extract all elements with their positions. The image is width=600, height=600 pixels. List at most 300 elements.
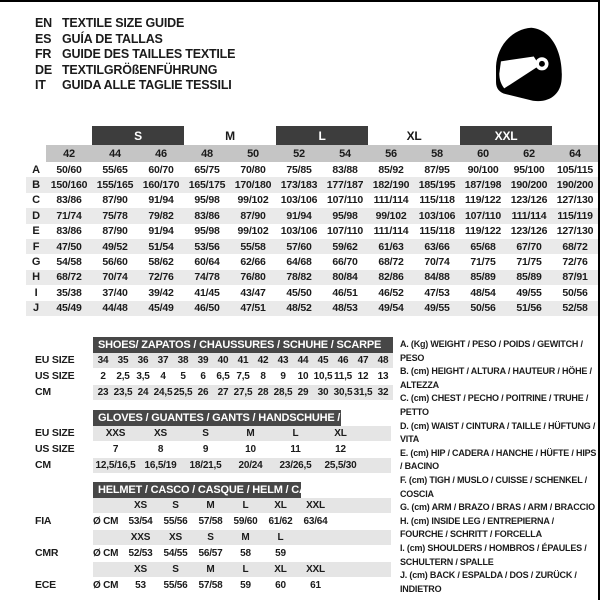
language-code: EN (35, 16, 52, 30)
size-band-xxl: XXL (460, 126, 552, 145)
measure-cell: 51/56 (516, 302, 542, 315)
measure-row-c (26, 193, 598, 208)
measure-cell: 115/118 (419, 194, 455, 207)
measure-row-j (26, 301, 598, 316)
measure-cell: 85/89 (470, 271, 496, 284)
value-cell: 52/53 (128, 547, 153, 559)
measure-cell: 49/55 (424, 302, 450, 315)
measure-cell: 185/195 (418, 179, 456, 192)
measure-cell: 72/76 (562, 256, 588, 269)
measure-cell: 45/49 (148, 302, 174, 315)
row-label: CM (35, 386, 51, 398)
measure-cell: 170/180 (234, 179, 272, 192)
value-cell: 11,5 (333, 370, 353, 382)
value-cell: 61/62 (268, 515, 293, 527)
measure-letter: G (31, 256, 41, 269)
measure-cell: 71/74 (56, 209, 82, 222)
value-cell: 20/24 (238, 459, 263, 471)
measure-cell: 57/60 (286, 240, 312, 253)
value-cell: 41 (237, 354, 249, 366)
value-cell: 53/54 (128, 515, 153, 527)
measure-cell: 71/75 (470, 256, 496, 269)
value-cell: 9 (280, 370, 286, 382)
measure-cell: 87/90 (102, 194, 128, 207)
size-column-header: 60 (460, 145, 506, 162)
measure-cell: 58/62 (148, 256, 174, 269)
value-cell: 12 (357, 370, 369, 382)
value-cell: 38 (177, 354, 189, 366)
measure-cell: 111/114 (373, 194, 409, 207)
value-cell: 45 (317, 354, 329, 366)
value-cell: 9 (202, 443, 209, 455)
measure-letter: H (32, 271, 40, 284)
value-cell: XS (134, 563, 147, 575)
measure-cell: 56/60 (102, 256, 128, 269)
sub-table-row (35, 497, 391, 513)
measure-cell: 61/63 (378, 240, 404, 253)
value-cell: 11 (290, 443, 301, 455)
value-cell: 54/55 (163, 547, 188, 559)
measure-cell: 182/190 (372, 179, 410, 192)
sub-table-row (35, 545, 391, 561)
value-cell: 2 (100, 370, 106, 382)
value-cell: 36 (137, 354, 149, 366)
language-title (35, 32, 235, 48)
helmet-size-table (35, 480, 391, 593)
measure-cell: 79/82 (148, 209, 174, 222)
measure-cell: 46/51 (332, 286, 358, 299)
measure-cell: 84/88 (424, 271, 450, 284)
measure-cell: 50/56 (562, 286, 588, 299)
measure-cell: 91/94 (148, 194, 174, 207)
value-cell: 28,5 (273, 386, 293, 398)
language-text: GUÍA DE TALLAS (62, 31, 163, 46)
size-column-header: 46 (138, 145, 184, 162)
value-cell: S (172, 563, 179, 575)
measure-cell: 95/98 (194, 194, 220, 207)
measure-cell: 127/130 (556, 194, 594, 207)
measure-cell: 95/98 (194, 225, 220, 238)
measure-cell: 54/58 (56, 256, 82, 269)
measure-letter: D (32, 209, 40, 222)
value-cell: L (242, 563, 249, 575)
size-numbers-row (26, 145, 598, 162)
row-label: US SIZE (35, 443, 75, 455)
value-cell: XS (154, 427, 167, 439)
measure-cell: 99/102 (375, 209, 407, 222)
row-label: FIA (35, 515, 52, 527)
legend-item: B. (cm) HEIGHT / ALTURA / HAUTEUR / HÖHE / ALTEZZA (400, 366, 592, 390)
value-cell: 63/64 (303, 515, 328, 527)
measure-cell: 50/56 (470, 302, 496, 315)
measurement-legend (400, 338, 597, 596)
measure-cell: 87/90 (240, 209, 266, 222)
value-cell: 42 (257, 354, 269, 366)
shoes-header-band: SHOES/ ZAPATOS / CHAUSSURES / SCHUHE / SCARPE (93, 337, 393, 353)
measure-cell: 45/50 (286, 286, 312, 299)
size-band-s: S (92, 126, 184, 145)
value-cell: 10 (245, 443, 256, 455)
measure-cell: 65/68 (470, 240, 496, 253)
value-cell: 3,5 (136, 370, 150, 382)
measure-cell: 49/52 (102, 240, 128, 253)
measure-cell: 85/92 (378, 163, 404, 176)
measure-letter: C (32, 194, 40, 207)
measure-cell: 51/54 (148, 240, 174, 253)
language-text: GUIDA ALLE TAGLIE TESSILI (62, 78, 232, 93)
measure-cell: 75/85 (286, 163, 312, 176)
measure-cell: 103/106 (280, 225, 318, 238)
measure-cell: 87/90 (102, 225, 128, 238)
value-cell: XS (169, 531, 182, 543)
measure-cell: 150/160 (50, 179, 88, 192)
measure-cell: 123/126 (510, 194, 548, 207)
size-band-m: M (184, 126, 276, 145)
value-cell: 18/21,5 (189, 459, 222, 471)
value-cell: 4 (160, 370, 166, 382)
measure-cell: 173/183 (280, 179, 318, 192)
language-text: GUIDE DES TAILLES TEXTILE (62, 47, 236, 62)
value-cell: 28 (257, 386, 269, 398)
size-column-header: 50 (230, 145, 276, 162)
value-cell: 61 (310, 579, 321, 591)
measure-cell: 48/54 (470, 286, 496, 299)
sub-table-row (35, 352, 393, 368)
language-code: ES (35, 31, 52, 46)
value-cell: 39 (197, 354, 209, 366)
measure-cell: 47/50 (56, 240, 82, 253)
measure-cell: 111/114 (511, 209, 547, 222)
value-cell: 25,5 (173, 386, 193, 398)
legend-item: D. (cm) WAIST / CINTURA / TAILLE / HÜFTUNG / VITA (400, 420, 596, 445)
measure-cell: 48/53 (332, 302, 358, 315)
size-column-header: 42 (46, 145, 92, 162)
measure-row-i (26, 285, 598, 300)
value-cell: XXS (105, 427, 126, 439)
legend-item: C. (cm) CHEST / PECHO / POITRINE / TRUHE / PETTO (400, 393, 589, 417)
row-label: CMR (35, 547, 59, 559)
measure-cell: 83/86 (56, 225, 82, 238)
measure-cell: 127/130 (556, 225, 594, 238)
value-cell: 7 (112, 443, 119, 455)
size-band-l: L (276, 126, 368, 145)
sub-table-row (35, 561, 391, 577)
value-cell: 10,5 (313, 370, 333, 382)
value-cell: L (292, 427, 299, 439)
language-title (35, 63, 235, 79)
value-cell: 48 (377, 354, 389, 366)
size-column-header: 44 (92, 145, 138, 162)
measure-cell: 62/66 (240, 256, 266, 269)
row-label: EU SIZE (35, 427, 75, 439)
measure-cell: 65/75 (194, 163, 220, 176)
measure-letter: J (33, 302, 39, 315)
measure-cell: 99/102 (237, 194, 269, 207)
value-cell: XXL (306, 499, 325, 511)
helmet-table-header (35, 480, 391, 497)
value-cell: L (277, 531, 284, 543)
measure-cell: 47/51 (240, 302, 266, 315)
measure-letter: E (32, 225, 40, 238)
measure-cell: 83/86 (194, 209, 220, 222)
sub-table-row (35, 384, 393, 400)
measure-cell: 35/38 (56, 286, 82, 299)
measure-cell: 83/86 (56, 194, 82, 207)
measure-cell: 45/49 (56, 302, 82, 315)
measure-row-a (26, 162, 598, 177)
measure-cell: 50/60 (56, 163, 82, 176)
sub-table-row (35, 513, 391, 529)
measure-cell: 103/106 (280, 194, 318, 207)
textile-size-table (26, 126, 598, 316)
measure-cell: 107/110 (327, 194, 364, 207)
value-cell: 57/58 (198, 515, 223, 527)
gloves-size-table (35, 408, 391, 473)
measure-row-b (26, 177, 598, 192)
measure-cell: 123/126 (510, 225, 548, 238)
measure-cell: 55/65 (102, 163, 128, 176)
value-cell: 13 (377, 370, 389, 382)
measure-cell: 177/187 (326, 179, 364, 192)
sub-table-row (35, 425, 391, 441)
language-text: TEXTILGRÖßENFÜHRUNG (62, 62, 218, 77)
measure-row-h (26, 270, 598, 285)
value-cell: M (241, 531, 250, 543)
value-cell: 23/26,5 (279, 459, 312, 471)
measure-cell: 68/72 (562, 240, 588, 253)
value-cell: 31,5 (353, 386, 373, 398)
measure-cell: 76/80 (240, 271, 266, 284)
measure-cell: 99/102 (237, 225, 269, 238)
size-column-header: 52 (276, 145, 322, 162)
measure-cell: 105/115 (557, 163, 594, 176)
value-cell: XS (134, 499, 147, 511)
row-label: EU SIZE (35, 354, 75, 366)
measure-cell: 165/175 (188, 179, 226, 192)
measure-cell: 59/62 (332, 240, 358, 253)
measure-cell: 119/122 (465, 194, 502, 207)
value-cell: 59 (275, 547, 286, 559)
sub-table-row (35, 577, 391, 593)
measure-row-e (26, 224, 598, 239)
measure-cell: 90/100 (467, 163, 499, 176)
sub-table-row (35, 529, 391, 545)
value-cell: 24,5 (153, 386, 173, 398)
measure-cell: 119/122 (465, 225, 502, 238)
size-column-header: 48 (184, 145, 230, 162)
value-cell: XL (334, 427, 347, 439)
measure-cell: 66/70 (332, 256, 358, 269)
shoes-table-header (35, 335, 393, 352)
measure-cell: 46/50 (194, 302, 220, 315)
racing-helmet-icon (487, 18, 569, 108)
measure-cell: 70/80 (240, 163, 266, 176)
measure-cell: 155/165 (96, 179, 134, 192)
helmet-header-band: HELMET / CASCO / CASQUE / HELM / CASCO (93, 482, 301, 498)
size-column-header: 56 (368, 145, 414, 162)
measure-cell: 64/68 (286, 256, 312, 269)
value-cell: 6,5 (216, 370, 230, 382)
measure-cell: 67/70 (516, 240, 542, 253)
measure-cell: 115/118 (419, 225, 455, 238)
measure-cell: 72/76 (148, 271, 174, 284)
value-cell: 5 (180, 370, 186, 382)
value-cell: 43 (277, 354, 289, 366)
value-cell: 29 (297, 386, 309, 398)
measure-row-f (26, 239, 598, 254)
language-title (35, 16, 235, 32)
legend-item: I. (cm) SHOULDERS / HOMBROS / ÉPAULES / SCHULTERN / SPALLE (400, 542, 587, 567)
measure-cell: 60/64 (194, 256, 220, 269)
value-cell: 10 (297, 370, 309, 382)
value-cell: 16,5/19 (144, 459, 177, 471)
value-cell: 34 (97, 354, 109, 366)
value-cell: XXS (130, 531, 151, 543)
value-cell: 58 (240, 547, 251, 559)
value-cell: 55/56 (163, 515, 188, 527)
language-title (35, 78, 235, 94)
language-code: DE (35, 62, 52, 77)
size-bands-row (26, 126, 598, 145)
value-cell: 32 (377, 386, 389, 398)
value-cell: 25,5/30 (324, 459, 357, 471)
measure-letter: A (32, 163, 40, 176)
measure-cell: 63/66 (424, 240, 450, 253)
measure-cell: 55/58 (240, 240, 266, 253)
value-cell: 47 (357, 354, 369, 366)
measure-cell: 80/84 (332, 271, 358, 284)
measure-letter: F (32, 240, 40, 253)
value-cell: 35 (117, 354, 129, 366)
value-cell: XL (274, 563, 287, 575)
measure-cell: 49/55 (516, 286, 542, 299)
measure-cell: 87/91 (562, 271, 588, 284)
value-cell: 30 (317, 386, 329, 398)
value-cell: 23 (97, 386, 109, 398)
measure-cell: 44/48 (102, 302, 128, 315)
value-cell: 56/57 (198, 547, 223, 559)
sub-table-row (35, 368, 393, 384)
value-cell: 57/58 (198, 579, 223, 591)
diameter-unit-label: Ø CM (93, 547, 119, 559)
value-cell: 24 (137, 386, 149, 398)
value-cell: 37 (157, 354, 169, 366)
measure-cell: 49/54 (378, 302, 404, 315)
value-cell: 59 (240, 579, 251, 591)
value-cell: M (206, 563, 215, 575)
measure-cell: 43/47 (240, 286, 266, 299)
language-code: IT (35, 78, 46, 93)
measure-cell: 39/42 (148, 286, 174, 299)
value-cell: XL (274, 499, 287, 511)
sub-table-row (35, 441, 391, 457)
value-cell: 12,5/16,5 (95, 459, 136, 471)
value-cell: XXL (306, 563, 325, 575)
measure-cell: 46/52 (378, 286, 404, 299)
legend-item: E. (cm) HIP / CADERA / HANCHE / HÜFTE / HIPS / BACINO (400, 447, 597, 472)
value-cell: 27 (217, 386, 229, 398)
value-cell: 53 (135, 579, 146, 591)
sub-table-row (35, 457, 391, 473)
measure-cell: 78/82 (286, 271, 312, 284)
row-label: US SIZE (35, 370, 75, 382)
size-column-header: 58 (414, 145, 460, 162)
title-block (35, 16, 235, 94)
value-cell: M (246, 427, 255, 439)
measure-cell: 48/52 (286, 302, 312, 315)
measure-cell: 71/75 (516, 256, 542, 269)
value-cell: 60 (275, 579, 286, 591)
gloves-table-header (35, 408, 391, 425)
value-cell: 6 (200, 370, 206, 382)
size-column-header: 54 (322, 145, 368, 162)
row-label: CM (35, 459, 51, 471)
measure-cell: 52/58 (562, 302, 588, 315)
legend-item: A. (Kg) WEIGHT / PESO / POIDS / GEWITCH / PESO (400, 339, 583, 363)
measure-cell: 83/88 (332, 163, 358, 176)
value-cell: M (206, 499, 215, 511)
value-cell: 59/60 (233, 515, 258, 527)
measure-cell: 75/78 (102, 209, 128, 222)
value-cell: 26 (197, 386, 209, 398)
diameter-unit-label: Ø CM (93, 579, 119, 591)
measure-cell: 111/114 (373, 225, 409, 238)
measure-cell: 190/200 (556, 179, 594, 192)
value-cell: 40 (217, 354, 229, 366)
value-cell: 7,5 (236, 370, 250, 382)
measure-row-d (26, 208, 598, 223)
legend-item: F. (cm) TIGH / MUSLO / CUISSE / SCHENKEL / COSCIA (400, 474, 587, 499)
measure-cell: 37/40 (102, 286, 128, 299)
measure-cell: 82/86 (378, 271, 404, 284)
language-title (35, 47, 235, 63)
measure-cell: 107/110 (327, 225, 364, 238)
value-cell: 8 (157, 443, 164, 455)
value-cell: 2,5 (116, 370, 130, 382)
measure-cell: 74/78 (194, 271, 220, 284)
shoes-size-table (35, 335, 393, 400)
legend-item: H. (cm) INSIDE LEG / ENTREPIERNA / FOURCHE / SCHRITT / FORCELLA (400, 515, 554, 540)
value-cell: 30,5 (333, 386, 353, 398)
measure-cell: 91/94 (286, 209, 312, 222)
measure-cell: 85/89 (516, 271, 542, 284)
measure-cell: 107/110 (465, 209, 502, 222)
measure-cell: 70/74 (424, 256, 450, 269)
measure-cell: 68/72 (56, 271, 82, 284)
value-cell: S (172, 499, 179, 511)
measure-cell: 103/106 (418, 209, 456, 222)
value-cell: 46 (337, 354, 349, 366)
measure-cell: 70/74 (102, 271, 128, 284)
diameter-unit-label: Ø CM (93, 515, 119, 527)
measure-cell: 41/45 (194, 286, 220, 299)
measure-cell: 95/98 (332, 209, 358, 222)
value-cell: 23,5 (113, 386, 133, 398)
measure-letter: I (34, 286, 38, 299)
measure-cell: 87/95 (424, 163, 450, 176)
value-cell: L (242, 499, 249, 511)
value-cell: 8 (260, 370, 266, 382)
gloves-header-band: GLOVES / GUANTES / GANTS / HANDSCHUHE / GUANTI (93, 410, 341, 426)
value-cell: 12 (335, 443, 346, 455)
measure-cell: 47/53 (424, 286, 450, 299)
language-text: TEXTILE SIZE GUIDE (62, 16, 185, 30)
size-band-xl: XL (368, 126, 460, 145)
measure-cell: 95/100 (513, 163, 545, 176)
row-label: ECE (35, 579, 56, 591)
legend-item: G. (cm) ARM / BRAZO / BRAS / ARM / BRACCIO (400, 502, 595, 513)
value-cell: 55/56 (163, 579, 188, 591)
